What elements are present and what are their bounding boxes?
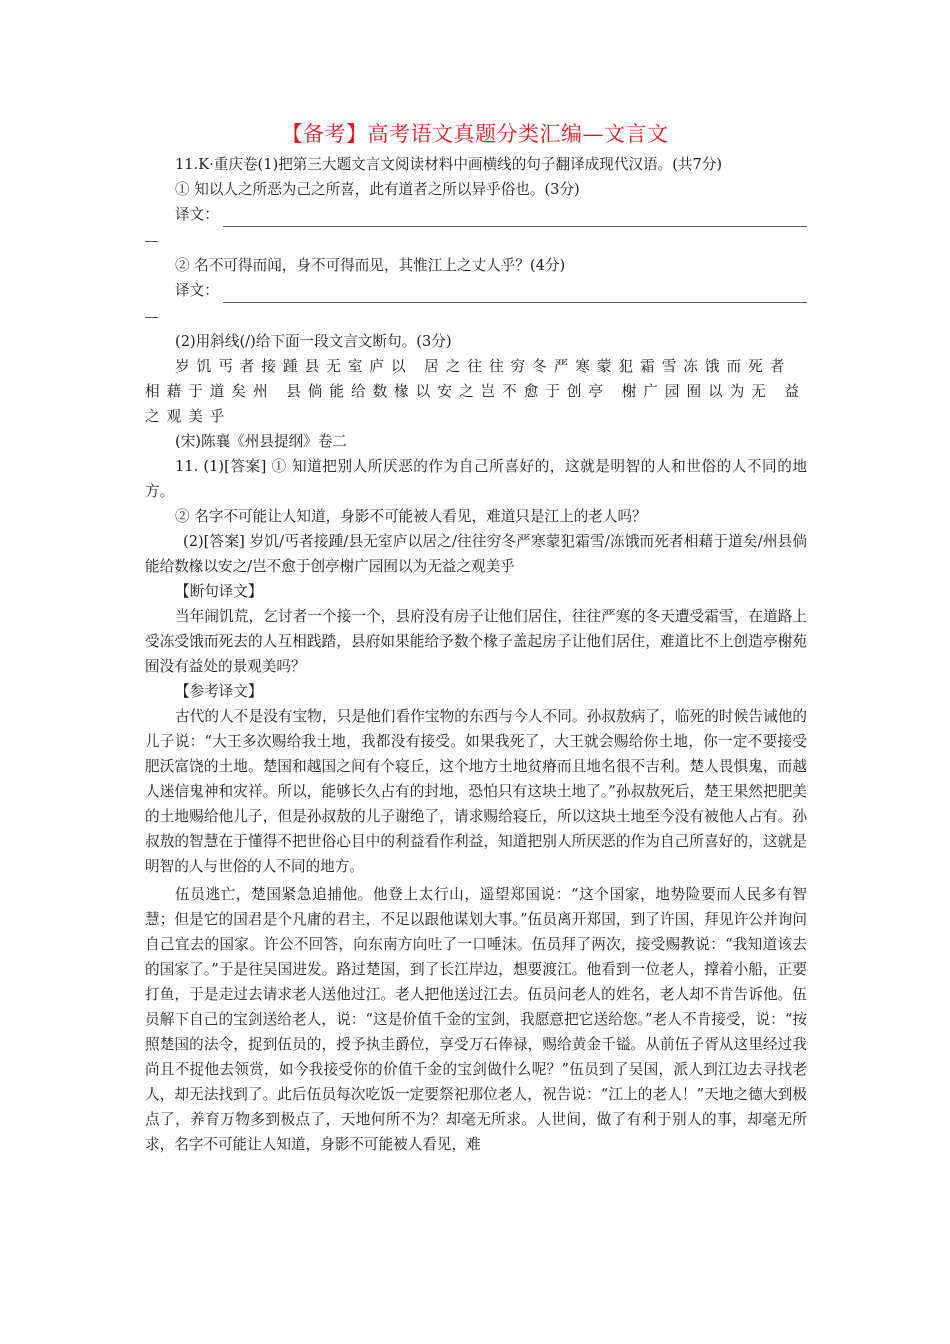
answer-part-2: (2)[答案] 岁饥/丐者接踵/县无室庐以居之/往往穷冬严寒蒙犯霜雪/冻饿而死者相藉于道矣/州县倘能给数椽以安之/岂不愈于创亭榭广园囿以为无益之观美乎: [145, 533, 807, 575]
answer-underline: [223, 285, 807, 303]
answer-underline-tail: [145, 303, 158, 318]
exercise-source: (宋)陈襄《州县提纲》卷二: [175, 433, 347, 450]
translation-label: 译文：: [175, 282, 219, 299]
reference-translation-paragraph-1: 古代的人不是没有宝物，只是他们看作宝物的东西与今人不同。孙叔敖病了，临死的时候告诫他的儿子说：“大王多次赐给我土地，我都没有接受。如果我死了，大王就会赐给你土地，你一定不要接受肥沃富饶的土地。楚国和越国之间有个寝丘，这个地方土地贫瘠而且地名很不吉利。楚人畏惧鬼，而越人迷信鬼神和灾祥。所以，能够长久占有的封地，恐怕只有这块土地了。”孙叔敖死后，楚王果然把肥美的土地赐给他儿子，但是孙叔敖的儿子谢绝了，请求赐给寝丘，所以这块土地至今没有被他人占有。孙叔敖的智慧在于懂得不把世俗心目中的利益看作利益，知道把别人所厌恶的作为自己所喜好的，这就是明智的人与世俗的人不同的地方。: [145, 708, 807, 875]
question-part-2: (2)用斜线(/)给下面一段文言文断句。(3分): [175, 333, 452, 350]
translation-label: 译文：: [175, 206, 219, 223]
answer-underline: [223, 209, 807, 227]
duanju-translation-paragraph: 当年闹饥荒，乞讨者一个接一个，县府没有房子让他们居住，往往严寒的冬天遭受霜雪，在道路上受冻受饿而死去的人互相践踏，县府如果能给予数个椽子盖起房子让他们居住，难道比不上创造亭榭苑囿没有益处的景观美吗？: [145, 608, 807, 675]
section-heading-cankao: 【参考译文】: [175, 683, 263, 700]
answer-underline-tail: [145, 227, 158, 242]
answer-part-1: 11. (1)[答案] ① 知道把别人所厌恶的作为自己所喜好的，这就是明智的人和世俗的人不同的地方。: [145, 458, 807, 500]
question-sentence-1: ① 知以人之所恶为己之所喜，此有道者之所以异乎俗也。(3分): [175, 181, 580, 198]
document-title: 【备考】高考语文真题分类汇编—文言文: [281, 122, 669, 146]
document-body: [145, 152, 807, 1157]
translation-line-2: [145, 278, 807, 303]
punctuation-exercise-text: 岁饥丐者接踵县无室庐以 居之往往穷冬严寒蒙犯霜雪冻饿而死者相藉于道矣州 县倘能给数椽以安之岂不愈于创亭 榭广园囿以为无 益之观美乎: [145, 358, 807, 425]
question-intro: 11.K·重庆卷(1)把第三大题文言文阅读材料中画横线的句子翻译成现代汉语。(共7分): [175, 156, 723, 173]
section-heading-duanju: 【断句译文】: [175, 583, 263, 600]
reference-translation-paragraph-2: 伍员逃亡，楚国紧急追捕他。他登上太行山，遥望郑国说：“这个国家，地势险要而人民多有智慧；但是它的国君是个凡庸的君主，不足以跟他谋划大事。”伍员离开郑国，到了许国，拜见许公并询问自己宜去的国家。许公不回答，向东南方向吐了一口唾沫。伍员拜了两次，接受赐教说：“我知道该去的国家了。”于是往吴国进发。路过楚国，到了长江岸边，想要渡江。他看到一位老人，撑着小船，正要打鱼，于是走过去请求老人送他过江。老人把他送过江去。伍员问老人的姓名，老人却不肯告诉他。伍员解下自己的宝剑送给老人，说：“这是价值千金的宝剑，我愿意把它送给您。”老人不肯接受，说：“按照楚国的法令，捉到伍员的，授予执圭爵位，享受万石俸禄，赐给黄金千镒。从前伍子胥从这里经过我尚且不捉他去领赏，如今我接受你的价值千金的宝剑做什么呢？”伍员到了吴国，派人到江边去寻找老人，却无法找到了。此后伍员每次吃饭一定要祭祀那位老人，祝告说：“江上的老人！”天地之德大到极点了，养育万物多到极点了，天地何所不为？却毫无所求。人世间，做了有利于别人的事，却毫无所求，名字不可能让人知道，身影不可能被人看见，难: [145, 886, 807, 1153]
question-sentence-2: ② 名不可得而闻，身不可得而见，其惟江上之丈人乎？(4分): [175, 257, 566, 274]
answer-sentence-2: ② 名字不可能让人知道，身影不可能被人看见，难道只是江上的老人吗？: [175, 508, 647, 525]
translation-line-1: [145, 202, 807, 227]
